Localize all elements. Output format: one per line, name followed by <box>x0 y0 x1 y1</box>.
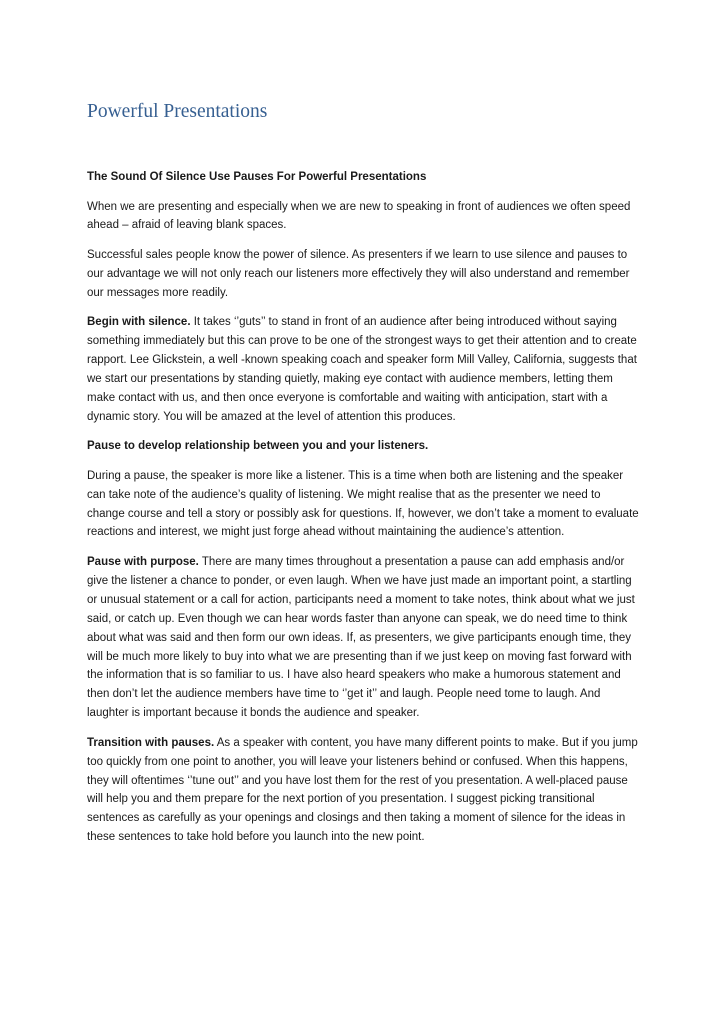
paragraph-lead: Transition with pauses. <box>87 736 215 749</box>
paragraph-heading-relationship <box>87 437 639 456</box>
paragraph-lead: Pause to develop relationship between you and your listeners. <box>87 440 429 453</box>
paragraph-begin-with-silence <box>87 313 639 426</box>
paragraph-text: When we are presenting and especially when we are new to speaking in front of audiences we often speed ahead – afraid of leaving blank spaces. <box>87 200 631 232</box>
paragraph-intro <box>87 198 639 236</box>
paragraph-sales-silence <box>87 246 639 303</box>
document-title: Powerful Presentations <box>87 101 268 122</box>
paragraph-text: There are many times throughout a presentation a pause can add emphasis and/or give the listener a chance to ponder, or even laugh. When we have just made an important point, a startling or unusual statement or a call for action, participants need a moment to take notes, think about what we just said, or catch up. Even though we can hear words faster than anyone can speak, we do need time to think about what was said and then form our own ideas. If, as presenters, we give participants enough time, they will be much more likely to buy into what we are presenting than if we just keep on moving fast forward with the information that is so familiar to us. I have also heard speakers who make a humorous statement and then don’t let the audience members have time to ‘’get it’’ and laugh. People need tome to laugh. And laughter is important because it bonds the audience and speaker. <box>87 555 635 720</box>
document-subtitle: The Sound Of Silence Use Pauses For Powerful Presentations <box>87 171 427 183</box>
document-body <box>87 168 639 858</box>
paragraph-text: Successful sales people know the power of silence. As presenters if we learn to use silence and pauses to our advantage we will not only reach our listeners more effectively they will also understand and remember our messages more readily. <box>87 248 630 299</box>
paragraph-pause-with-purpose <box>87 553 639 723</box>
paragraph-lead: Begin with silence. <box>87 316 191 329</box>
paragraph-text: During a pause, the speaker is more like a listener. This is a time when both are listening and the speaker can take note of the audience’s quality of listening. We might realise that as the presenter we need to change course and tell a story or possibly ask for questions. If, however, we don’t take a moment to evaluate reactions and interest, we might just forge ahead without maintaining the audience’s attention. <box>87 469 639 539</box>
paragraph-text: It takes ‘’guts’’ to stand in front of an audience after being introduced without saying something immediately but this can prove to be one of the strongest ways to get their attention and to create rapport. Lee Glickstein, a well -known speaking coach and speaker form Mill Valley, California, suggests that we start our presentations by standing quietly, making eye contact with audience members, letting them make contact with us, and then once everyone is comfortable and waiting with anticipation, start with a dynamic story. You will be amazed at the level of attention this produces. <box>87 316 637 423</box>
paragraph-lead: Pause with purpose. <box>87 555 199 568</box>
paragraph-text: As a speaker with content, you have many different points to make. But if you jump too quickly from one point to another, you will leave your listeners behind or confused. When this happens, they will oftentimes ‘’tune out’’ and you have lost them for the rest of you presentation. A well-placed pause will help you and them prepare for the next portion of you presentation. I suggest picking transitional sentences as carefully as your openings and closings and then taking a moment of silence for the ideas in these sentences to take hold before you launch into the new point. <box>87 736 638 844</box>
paragraph-during-pause <box>87 467 639 543</box>
paragraph-transition-with-pauses <box>87 734 639 847</box>
